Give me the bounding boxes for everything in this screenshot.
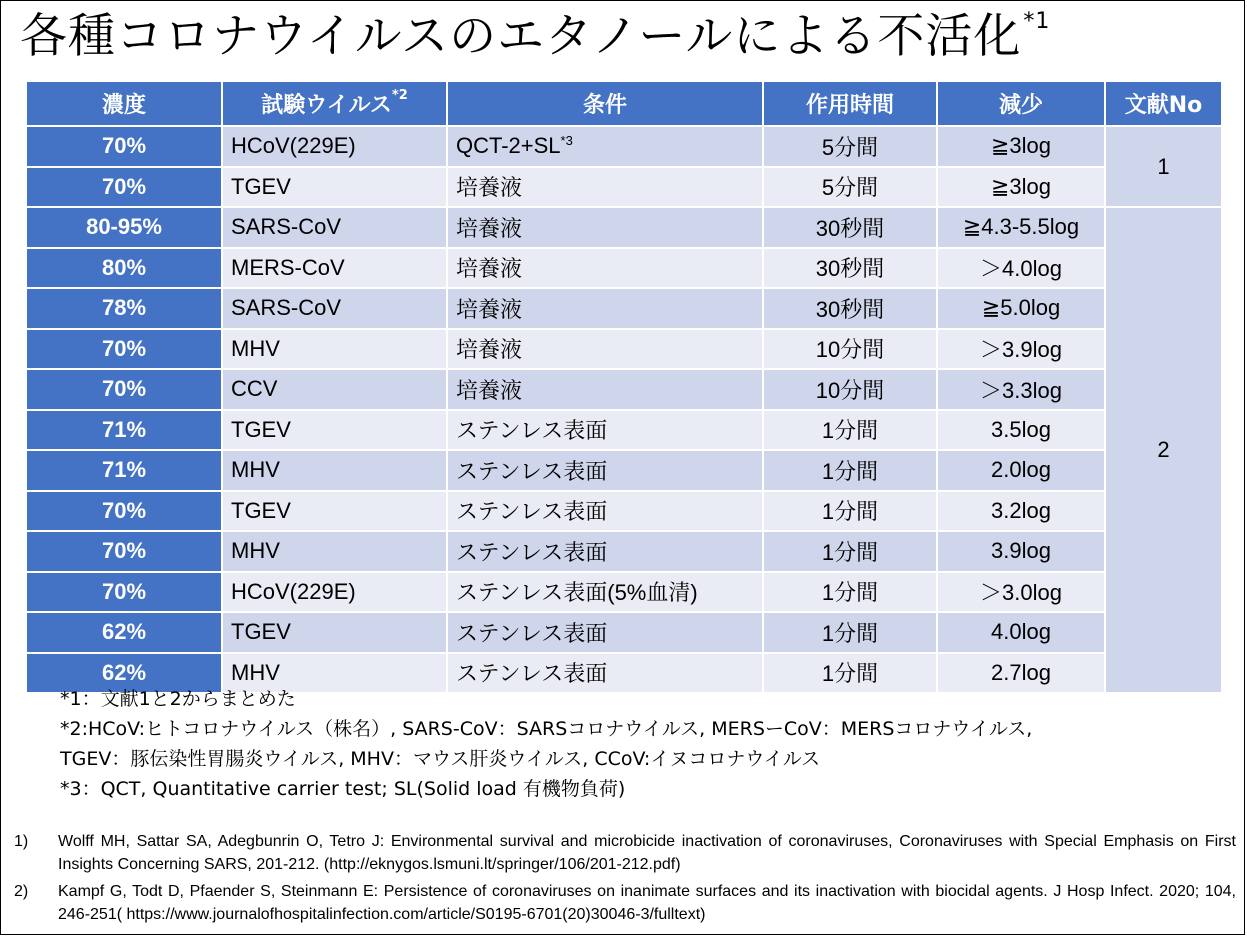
- contact-time-cell: 10分間: [763, 329, 937, 370]
- reduction-cell: ≧3log: [937, 167, 1105, 208]
- header-contact-time: 作用時間: [763, 81, 937, 126]
- reference-item: [14, 880, 1236, 926]
- concentration-cell: 71%: [26, 410, 222, 451]
- virus-cell: TGEV: [222, 167, 447, 208]
- table-row: [26, 572, 1222, 613]
- contact-time-cell: 1分間: [763, 653, 937, 694]
- table-row: [26, 612, 1222, 653]
- concentration-cell: 70%: [26, 491, 222, 532]
- footnote-3: *3：QCT, Quantitative carrier test; SL(Solid load 有機物負荷): [60, 778, 626, 800]
- virus-cell: HCoV(229E): [222, 126, 447, 167]
- table-row: [26, 126, 1222, 167]
- inactivation-table: [25, 80, 1223, 694]
- reduction-cell: 3.5log: [937, 410, 1105, 451]
- header-row: [26, 81, 1222, 126]
- contact-time-cell: 5分間: [763, 167, 937, 208]
- contact-time-cell: 30秒間: [763, 207, 937, 248]
- footnote-2: *2:HCoV:ヒトコロナウイルス（株名）, SARS-CoV：SARSコロナウイルス, MERSーCoV：MERSコロナウイルス,: [60, 718, 1033, 740]
- concentration-cell: 78%: [26, 288, 222, 329]
- title-footnote-mark: *1: [1023, 9, 1051, 34]
- reference-text: Kampf G, Todt D, Pfaender S, Steinmann E: Persistence of coronaviruses on inanimate surfaces and its inactivation with biocidal agents. J Hosp Infect. 2020; 104, 246-251( https://www.journalofhospitalinfection.com/article/S0195-6701(20)30046-3/fulltext): [58, 883, 1236, 923]
- virus-cell: MERS-CoV: [222, 248, 447, 289]
- condition-cell: 培養液: [447, 207, 763, 248]
- condition-cell: QCT-$2+SL^{*3}$: [447, 126, 763, 167]
- concentration-cell: 70%: [26, 531, 222, 572]
- virus-cell: TGEV: [222, 612, 447, 653]
- contact-time-cell: 1分間: [763, 450, 937, 491]
- header-concentration: 濃度: [26, 81, 222, 126]
- contact-time-cell: 1分間: [763, 491, 937, 532]
- reference-number: 1): [14, 833, 29, 850]
- concentration-cell: 71%: [26, 450, 222, 491]
- reduction-cell: ≧3log: [937, 126, 1105, 167]
- title-text: 各種コロナウイルスのエタノールによる不活化: [20, 9, 1022, 64]
- reference-no-cell: 1: [1105, 126, 1222, 207]
- condition-cell: ステンレス表面: [447, 612, 763, 653]
- reduction-cell: 2.7log: [937, 653, 1105, 694]
- condition-cell: ステンレス表面: [447, 450, 763, 491]
- condition-cell: ステンレス表面: [447, 491, 763, 532]
- table-row: [26, 491, 1222, 532]
- virus-cell: HCoV(229E): [222, 572, 447, 613]
- contact-time-cell: 1分間: [763, 572, 937, 613]
- concentration-cell: 80-95%: [26, 207, 222, 248]
- condition-cell: ステンレス表面: [447, 531, 763, 572]
- condition-cell: ステンレス表面: [447, 653, 763, 694]
- condition-cell: 培養液: [447, 248, 763, 289]
- table-row: [26, 288, 1222, 329]
- reduction-cell: ＞3.3log: [937, 369, 1105, 410]
- contact-time-cell: 1分間: [763, 531, 937, 572]
- contact-time-cell: 10分間: [763, 369, 937, 410]
- reduction-cell: 3.9log: [937, 531, 1105, 572]
- table-row: [26, 329, 1222, 370]
- reference-item: [14, 830, 1236, 876]
- reduction-cell: 2.0log: [937, 450, 1105, 491]
- condition-cell: 培養液: [447, 329, 763, 370]
- concentration-cell: 70%: [26, 126, 222, 167]
- contact-time-cell: 30秒間: [763, 248, 937, 289]
- reduction-cell: 4.0log: [937, 612, 1105, 653]
- condition-cell: 培養液: [447, 288, 763, 329]
- concentration-cell: 62%: [26, 612, 222, 653]
- concentration-cell: 70%: [26, 369, 222, 410]
- table-row: [26, 531, 1222, 572]
- condition-cell: 培養液: [447, 167, 763, 208]
- table-row: [26, 207, 1222, 248]
- virus-cell: SARS-CoV: [222, 288, 447, 329]
- condition-cell: ステンレス表面(5%血清): [447, 572, 763, 613]
- reduction-cell: ＞3.0log: [937, 572, 1105, 613]
- contact-time-cell: 5分間: [763, 126, 937, 167]
- virus-cell: MHV: [222, 329, 447, 370]
- reference-no-cell: 2: [1105, 207, 1222, 693]
- table-row: [26, 369, 1222, 410]
- virus-cell: CCV: [222, 369, 447, 410]
- virus-cell: MHV: [222, 653, 447, 694]
- concentration-cell: 62%: [26, 653, 222, 694]
- reference-text: Wolff MH, Sattar SA, Adegbunrin O, Tetro J: Environmental survival and microbicide inactivation of coronaviruses, Coronaviruses with Special Emphasis on First Insights Concerning SARS, 201-212. (http://eknygos.lsmuni.lt/springer/106/201-212.pdf): [58, 833, 1236, 873]
- concentration-cell: 70%: [26, 329, 222, 370]
- contact-time-cell: 1分間: [763, 410, 937, 451]
- virus-cell: MHV: [222, 450, 447, 491]
- virus-cell: TGEV: [222, 491, 447, 532]
- reduction-cell: ＞4.0log: [937, 248, 1105, 289]
- table-row: [26, 450, 1222, 491]
- references: [14, 830, 1236, 930]
- header-test-virus: 試験ウイルス$^{*2}$: [222, 81, 447, 126]
- header-reduction: 減少: [937, 81, 1105, 126]
- table-row: [26, 248, 1222, 289]
- virus-cell: TGEV: [222, 410, 447, 451]
- reduction-cell: ＞3.9log: [937, 329, 1105, 370]
- footnote-1: *1：文献1と2からまとめた: [60, 688, 296, 710]
- contact-time-cell: 1分間: [763, 612, 937, 653]
- header-condition: 条件: [447, 81, 763, 126]
- concentration-cell: 70%: [26, 167, 222, 208]
- footnotes: [60, 684, 1230, 804]
- concentration-cell: 70%: [26, 572, 222, 613]
- reduction-cell: ≧5.0log: [937, 288, 1105, 329]
- condition-cell: ステンレス表面: [447, 410, 763, 451]
- table-row: [26, 167, 1222, 208]
- virus-cell: MHV: [222, 531, 447, 572]
- page-title: [20, 2, 1240, 72]
- condition-cell: 培養液: [447, 369, 763, 410]
- table-row: [26, 410, 1222, 451]
- concentration-cell: 80%: [26, 248, 222, 289]
- virus-cell: SARS-CoV: [222, 207, 447, 248]
- header-reference-no: 文献No: [1105, 81, 1222, 126]
- contact-time-cell: 30秒間: [763, 288, 937, 329]
- reduction-cell: ≧4.3-5.5log: [937, 207, 1105, 248]
- reduction-cell: 3.2log: [937, 491, 1105, 532]
- footnote-2-cont: TGEV：豚伝染性胃腸炎ウイルス, MHV：マウス肝炎ウイルス, CCoV:イヌコロナウイルス: [60, 748, 821, 770]
- reference-number: 2): [14, 883, 29, 900]
